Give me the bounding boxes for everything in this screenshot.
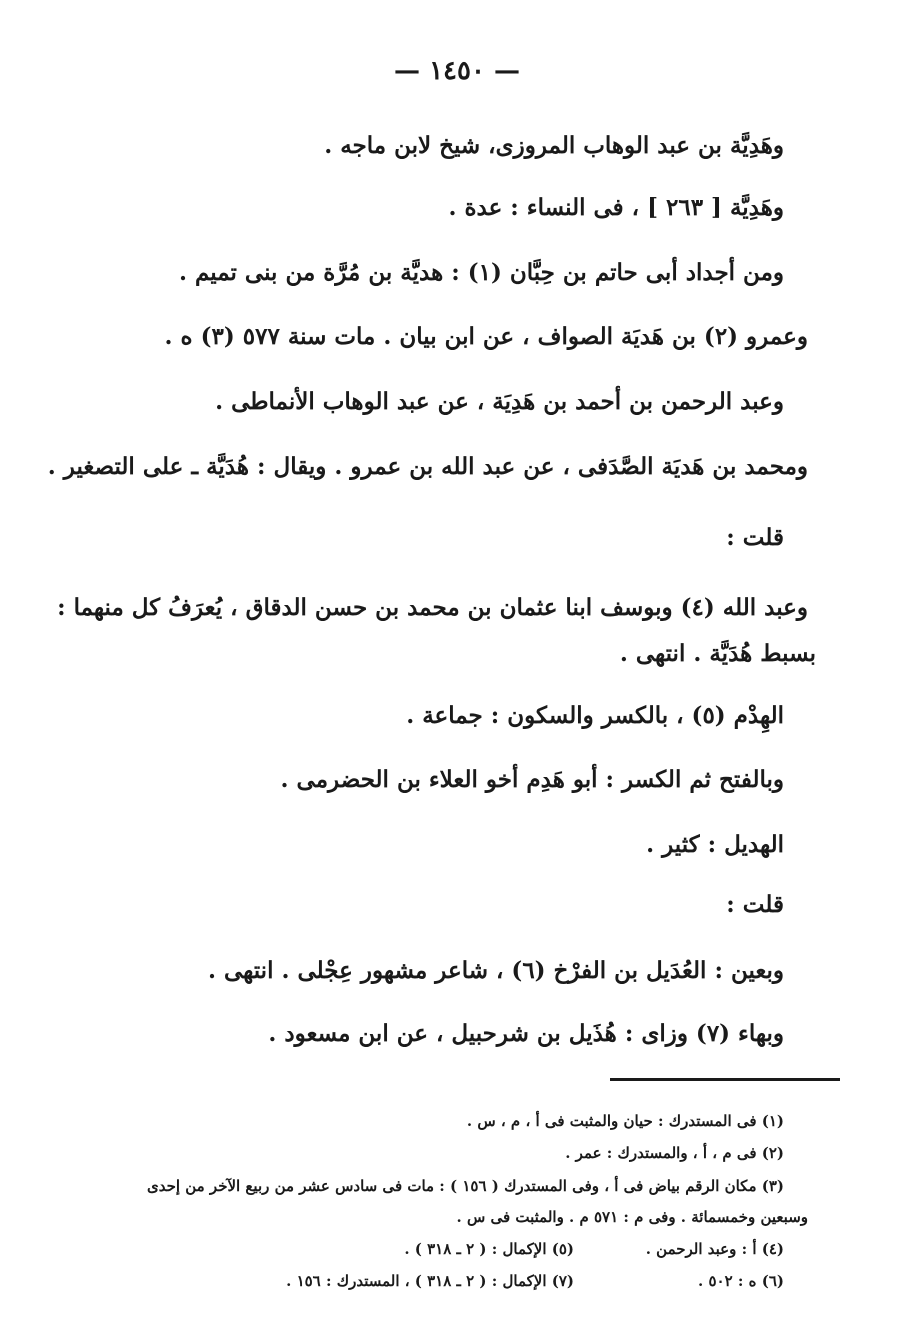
- entry-al-hidm: الهِدْم (٥) ، بالكسر والسكون : جماعة .: [406, 702, 784, 729]
- entry-hadiyya-marwazi: وهَدِيَّة بن عبد الوهاب المروزى، شيخ لابن ماجه .: [324, 132, 784, 159]
- footnote-6: (٦) ه : ٥٠٢ .: [698, 1272, 784, 1290]
- page-number: — ١٤٥٠ —: [394, 56, 520, 86]
- entry-abd-al-rahman: وعبد الرحمن بن أحمد بن هَدِيَة ، عن عبد الوهاب الأنماطى .: [215, 388, 784, 415]
- footnote-5: (٥) الإكمال : ( ٢ ـ ٣١٨ ) .: [404, 1240, 574, 1258]
- qultu-heading-1: قلت :: [726, 524, 784, 551]
- entry-hadiyya-women: وهَدِيَّة [ ٢٦٣ ] ، فى النساء : عدة .: [448, 194, 784, 221]
- footnote-4: (٤) أ : وعبد الرحمن .: [645, 1240, 784, 1258]
- entry-abi-hatim-ancestor: ومن أجداد أبى حاتم بن حِبَّان (١) : هديَّة بن مُرَّة من بنى تميم .: [178, 259, 784, 286]
- footnote-7: (٧) الإكمال : ( ٢ ـ ٣١٨ ) ، المستدرك : ١٥٦ .: [286, 1272, 574, 1290]
- footnote-divider: [610, 1078, 840, 1081]
- entry-amr-bin-hadiya: وعمرو (٢) بن هَديَة الصواف ، عن ابن بيان . مات سنة ٥٧٧ (٣) ه .: [164, 323, 808, 350]
- qultu-heading-2: قلت :: [726, 891, 784, 918]
- entry-al-udayl: وبعين : العُدَيل بن الفرْخ (٦) ، شاعر مشهور عِجْلى . انتهى .: [207, 957, 784, 984]
- footnote-3-cont: وسبعين وخمسمائة . وفى م : ٥٧١ م . والمثبت فى س .: [456, 1208, 808, 1226]
- footnote-3: (٣) مكان الرقم بياض فى أ ، وفى المستدرك ( ١٥٦ ) : مات فى سادس عشر من ربيع الآخر من إحدى: [146, 1177, 784, 1195]
- entry-abdallah-yusuf: وعبد الله (٤) وبوسف ابنا عثمان بن محمد بن حسن الدقاق ، يُعرَفُ كل منهما :: [57, 594, 808, 621]
- entry-al-hadil: الهديل : كثير .: [646, 831, 784, 858]
- entry-hudhayl: وبهاء (٧) وزاى : هُذَيل بن شرحبيل ، عن ابن مسعود .: [268, 1020, 784, 1047]
- footnote-2: (٢) فى م ، أ ، والمستدرك : عمر .: [565, 1144, 784, 1162]
- entry-abdallah-yusuf-cont: بسبط هُدَيَّة . انتهى .: [619, 640, 816, 667]
- entry-muhammad-sadafi: ومحمد بن هَديَة الصَّدَفى ، عن عبد الله بن عمرو . ويقال : هُدَيَّة ـ على التصغير .: [47, 453, 808, 480]
- footnote-1: (١) فى المستدرك : حيان والمثبت فى أ ، م ، س .: [466, 1112, 784, 1130]
- entry-abu-hadim: وبالفتح ثم الكسر : أبو هَدِم أخو العلاء بن الحضرمى .: [280, 766, 784, 793]
